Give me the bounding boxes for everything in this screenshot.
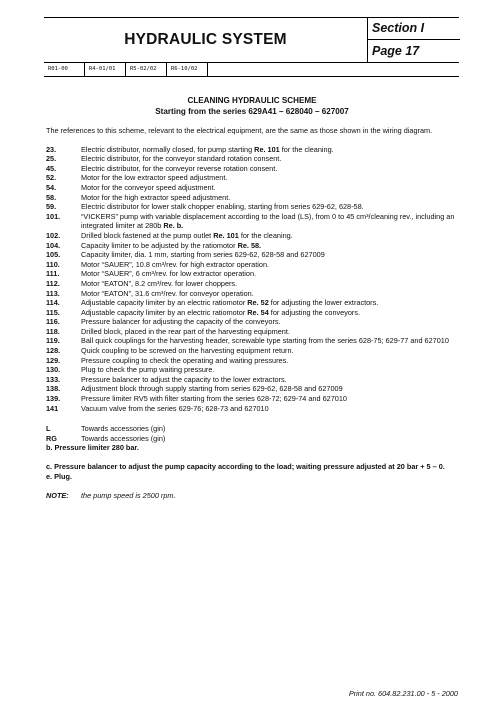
legend-list [46,424,458,443]
item-number: 101. [46,211,61,221]
item-description: Electric distributor, for the conveyor reverse rotation consent. [81,163,278,173]
item-description: Electric distributor, for the conveyor standard rotation consent. [81,154,282,164]
list-item [46,317,458,327]
item-description: Pressure balancer for adjusting the capacity of the conveyors. [81,317,281,327]
revision-cell: R4-01/01 [85,62,126,76]
legend-item [46,424,458,434]
item-number: 102. [46,230,61,240]
item-number: 45. [46,163,57,173]
item-number: 59. [46,202,57,212]
list-item [46,250,458,260]
intro-paragraph: The references to this scheme, relevant to the electrical equipment, are the same as those shown in the wiring diagram. [46,126,433,135]
list-item [46,193,458,203]
item-number: 119. [46,336,60,346]
print-number: Print no. 604.82.231.00 - 5 - 2000 [348,689,458,698]
legend-text: Towards accessories (gin) [81,424,166,434]
item-number: 116. [46,317,60,327]
item-number: 130. [46,365,61,375]
item-description: Motor “SAUER”, 6 cm³/rev. for low extractor operation. [81,269,257,279]
item-description: Motor “SAUER”, 10.8 cm³/rev. for high extractor operation. [81,259,270,269]
scheme-title: CLEANING HYDRAULIC SCHEME [187,96,317,105]
list-item [46,308,458,318]
item-description: Vacuum valve from the series 629-76; 628-73 and 627010 [81,403,269,413]
note-label: NOTE: [46,491,69,501]
item-description: Motor for the low extractor speed adjustment. [81,173,228,183]
scheme-subtitle: Starting from the series 629A41 – 628040 – 627007 [155,107,349,116]
list-item [46,346,458,356]
revision-cell: R01-00 [44,62,85,76]
item-description: Pressure limiter RV5 with filter starting from the series 628-72; 629-74 and 627010 [81,394,347,404]
item-description: Quick coupling to be screwed on the harvesting equipment return. [81,346,294,356]
item-number: 114. [46,298,60,308]
document-body [46,95,458,501]
item-number: 141 [46,403,59,413]
list-item [46,202,458,212]
list-item [46,356,458,366]
list-item [46,404,458,414]
list-item [46,394,458,404]
item-number: 128. [46,346,61,356]
list-item [46,212,458,231]
legend-text: Towards accessories (gin) [81,433,166,443]
note-b: b. Pressure limiter 280 bar. [46,443,139,453]
list-item [46,336,458,346]
revision-strip [44,62,459,77]
list-item [46,365,458,375]
list-item [46,154,458,164]
item-number: 111. [46,269,60,279]
list-item [46,298,458,308]
item-description: Adjustable capacity limiter by an electric ratiomotor Re. 54 for adjusting the conveyors. [81,307,361,317]
item-number: 25. [46,154,57,164]
revision-cell: R5-02/02 [126,62,167,76]
item-description: Drilled block, placed in the rear part of the harvesting equipment. [81,326,290,336]
revision-cell: R6-10/02 [167,62,208,76]
item-description: Capacity limiter, dia. 1 mm, starting from series 629-62, 628-58 and 627009 [81,250,325,260]
list-item [46,145,458,155]
section-box [367,18,460,62]
item-description: Motor “EATON”, 8.2 cm³/rev. for lower choppers. [81,278,238,288]
item-description: Adjustable capacity limiter by an electric ratiomotor Re. 52 for adjusting the lower extractors. [81,298,379,308]
item-number: 133. [46,374,61,384]
item-description: Electric distributor for lower stalk chopper enabling, starting from series 629-62, 628-58. [81,202,364,212]
section-label: Section I [368,18,460,40]
item-number: 115. [46,307,60,317]
item-description: Motor for the high extractor speed adjustment. [81,192,231,202]
page-number: Page 17 [372,44,420,58]
item-description: Adjustment block through supply starting from series 629-62, 628-58 and 627009 [81,384,343,394]
item-number: 139. [46,394,61,404]
item-number: 104. [46,240,61,250]
page-header [44,17,459,63]
item-description: Capacity limiter to be adjusted by the ratiomotor Re. 58. [81,240,262,250]
list-item [46,384,458,394]
item-description: “VICKERS” pump with variable displacement according to the load (LS), from 0 to 45 cm³/cleaning rev., including an integrated limiter at 280b Re. b. [81,211,455,231]
legend-item [46,434,458,444]
pump-speed-note [46,491,458,501]
list-item [46,279,458,289]
item-number: 52. [46,173,57,183]
list-item [46,260,458,270]
item-description: Drilled block fastened at the pump outlet Re. 101 for the cleaning. [81,230,293,240]
manual-chapter-title: HYDRAULIC SYSTEM [124,31,287,48]
list-item [46,173,458,183]
list-item [46,231,458,241]
item-number: 129. [46,355,61,365]
list-item [46,164,458,174]
list-item [46,241,458,251]
note-text: the pump speed is 2500 rpm. [81,491,176,501]
list-item [46,327,458,337]
item-description: Pressure coupling to check the operating and waiting pressures. [81,355,289,365]
item-number: 58. [46,192,57,202]
list-item [46,375,458,385]
item-number: 113. [46,288,60,298]
item-description: Motor “EATON”, 31.6 cm³/rev. for conveyor operation. [81,288,254,298]
legend-key: L [46,424,51,434]
item-description: Pressure balancer to adjust the capacity to the lower extractors. [81,374,287,384]
item-number: 110. [46,259,60,269]
component-list [46,145,458,414]
item-number: 118. [46,326,60,336]
item-number: 105. [46,250,61,260]
item-number: 112. [46,278,60,288]
item-description: Motor for the conveyor speed adjustment. [81,182,216,192]
legend-key: RG [46,433,57,443]
item-number: 23. [46,144,57,154]
item-description: Ball quick couplings for the harvesting header, screwable type starting from the series 628-75; 629-77 and 627010 [81,336,449,346]
note-e: e. Plug. [46,471,72,481]
list-item [46,269,458,279]
item-number: 138. [46,384,61,394]
list-item [46,289,458,299]
item-description: Electric distributor, normally closed, for pump starting Re. 101 for the cleaning. [81,144,334,154]
note-c: c. Pressure balancer to adjust the pump capacity according to the load; waiting pressure adjusted at 20 bar + 5 – 0. [46,462,445,471]
list-item [46,183,458,193]
item-number: 54. [46,182,57,192]
item-description: Plug to check the pump waiting pressure. [81,365,215,375]
